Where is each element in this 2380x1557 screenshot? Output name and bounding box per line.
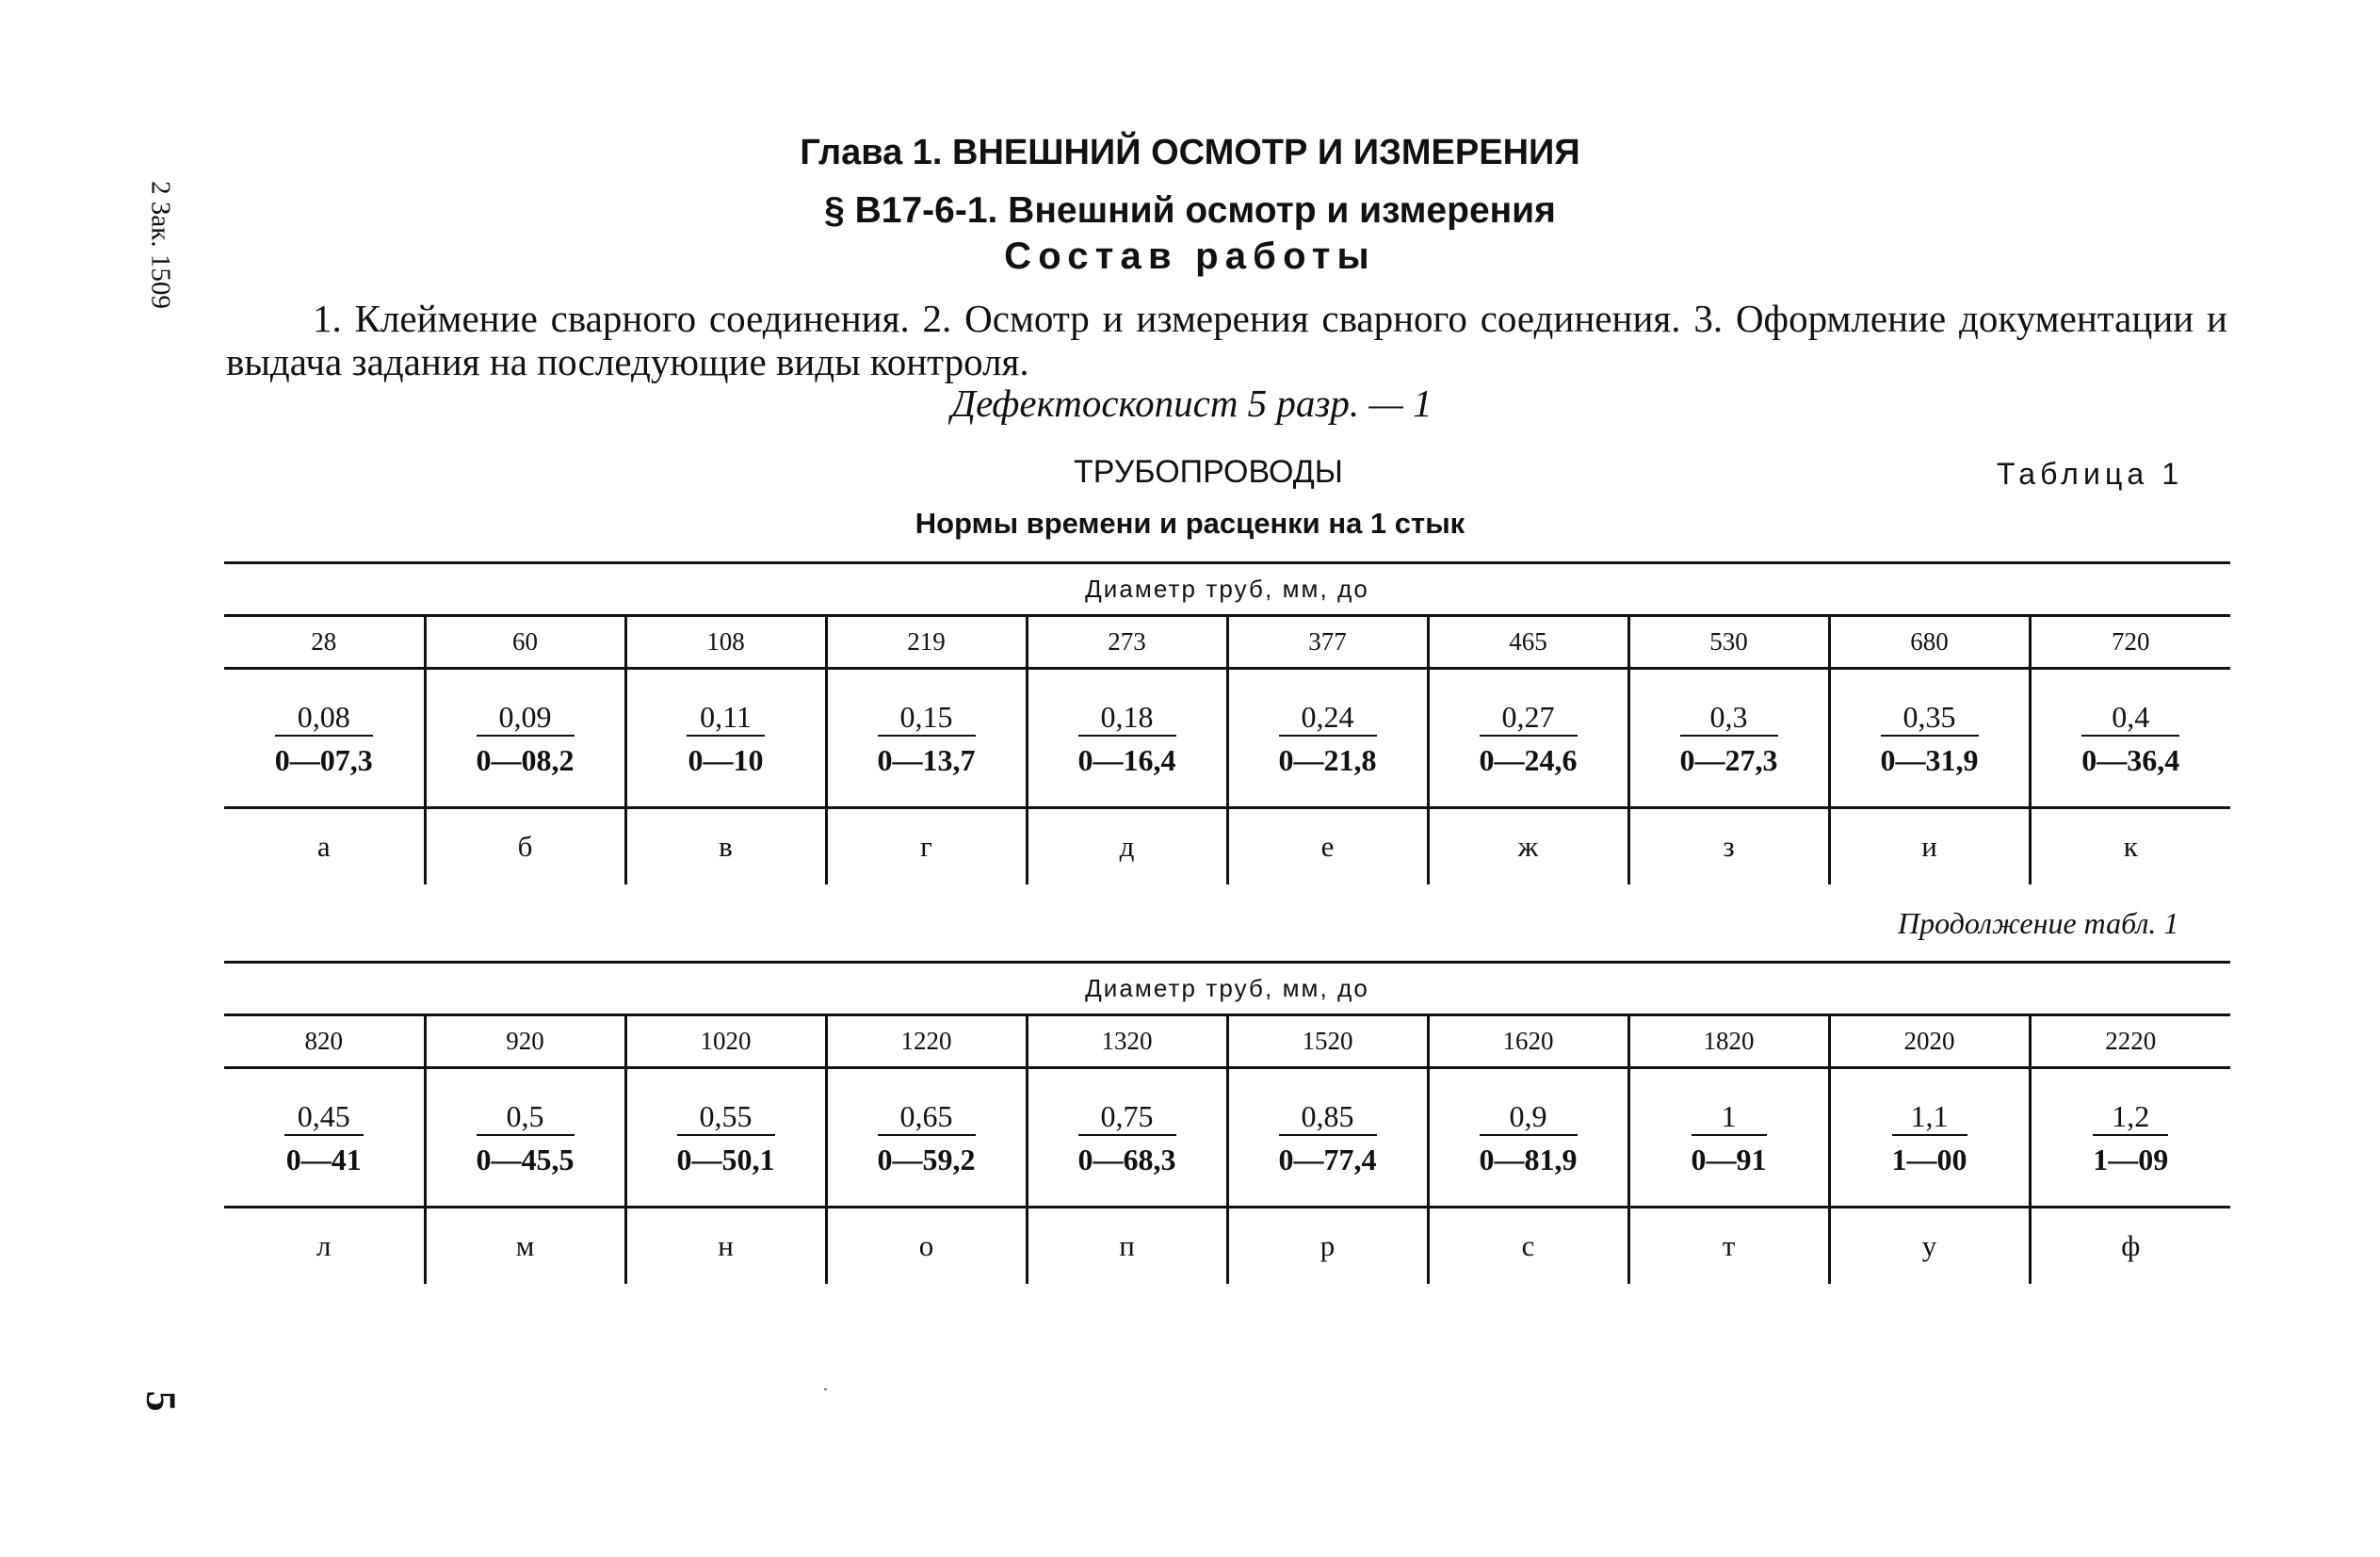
time-norm: 0,4 <box>2081 702 2179 737</box>
time-norm: 0,5 <box>477 1101 575 1136</box>
diameter-cell: 108 <box>625 616 826 669</box>
time-norm: 0,45 <box>284 1101 364 1136</box>
diameter-cell: 820 <box>224 1015 425 1068</box>
diameter-cell: 1220 <box>826 1015 1027 1068</box>
norm-rate-cell <box>1227 1068 1428 1208</box>
diameter-cell: 920 <box>425 1015 625 1068</box>
norm-rate-fraction <box>1479 1098 1578 1176</box>
time-norm: 0,27 <box>1480 702 1578 737</box>
column-code: б <box>425 808 625 885</box>
section-name: ТРУБОПРОВОДЫ <box>1074 454 1343 490</box>
continuation-label: Продолжение табл. 1 <box>1898 906 2179 940</box>
time-norm: 0,24 <box>1279 702 1377 737</box>
rate: 0—10 <box>688 742 764 777</box>
time-norm: 0,15 <box>878 702 976 737</box>
norm-rate-cell <box>1227 669 1428 808</box>
margin-note-text: 2 Зак. 1509 <box>145 181 176 309</box>
norms-table <box>224 561 2230 884</box>
norm-rate-cell <box>826 1068 1027 1208</box>
norm-rate-fraction <box>877 699 976 777</box>
norm-rate-cell <box>1829 1068 2030 1208</box>
rate: 1—09 <box>2093 1142 2169 1176</box>
norm-rate-cell <box>826 669 1027 808</box>
column-code: в <box>625 808 826 885</box>
column-code: с <box>1428 1208 1628 1285</box>
time-norm: 1,2 <box>2093 1101 2168 1136</box>
diameter-cell: 219 <box>826 616 1027 669</box>
time-norm: 0,18 <box>1078 702 1176 737</box>
column-code: к <box>2030 808 2230 885</box>
norm-rate-fraction <box>274 699 373 777</box>
norm-rate-fraction <box>1278 699 1377 777</box>
time-norm: 0,65 <box>878 1101 976 1136</box>
norm-rate-fraction <box>476 699 575 777</box>
norm-rate-cell <box>1027 669 1227 808</box>
table-header: Диаметр труб, мм, до <box>224 963 2230 1015</box>
norm-rate-fraction <box>1479 699 1578 777</box>
norm-rate-cell <box>1027 1068 1227 1208</box>
norm-rate-cell <box>2030 669 2230 808</box>
time-norm: 0,35 <box>1881 702 1979 737</box>
column-code: д <box>1027 808 1227 885</box>
diameter-cell: 2220 <box>2030 1015 2230 1068</box>
time-norm: 1,1 <box>1892 1101 1967 1136</box>
rate: 0—59,2 <box>877 1142 976 1176</box>
column-code: н <box>625 1208 826 1285</box>
rate: 1—00 <box>1891 1142 1967 1176</box>
diameter-cell: 28 <box>224 616 425 669</box>
table-label: Таблица 1 <box>1997 457 2184 491</box>
time-norm: 0,55 <box>677 1101 775 1136</box>
norm-rate-fraction <box>1691 1098 1767 1176</box>
diameter-cell: 720 <box>2030 616 2230 669</box>
column-code: р <box>1227 1208 1428 1285</box>
diameter-cell: 1520 <box>1227 1015 1428 1068</box>
rate: 0—50,1 <box>676 1142 775 1176</box>
work-description: 1. Клеймение сварного соединения. 2. Осмотр и измерения сварного соединения. 3. Оформление документации и выдача задания на последующие виды контроля. <box>226 297 2227 383</box>
rate: 0—13,7 <box>877 742 976 777</box>
column-code: з <box>1628 808 1829 885</box>
norm-rate-fraction <box>1278 1098 1377 1176</box>
table-header: Диаметр труб, мм, до <box>224 563 2230 616</box>
rate: 0—27,3 <box>1679 742 1778 777</box>
worker-grade: Дефектоскопист 5 разр. — 1 <box>951 381 1433 425</box>
rate: 0—07,3 <box>274 742 373 777</box>
time-norm: 1 <box>1692 1101 1767 1136</box>
column-code: и <box>1829 808 2030 885</box>
norm-rate-fraction <box>1679 699 1778 777</box>
rate: 0—24,6 <box>1479 742 1578 777</box>
column-code: о <box>826 1208 1027 1285</box>
norm-rate-cell <box>425 1068 625 1208</box>
norm-rate-fraction <box>2093 1098 2169 1176</box>
norm-rate-fraction <box>877 1098 976 1176</box>
norm-rate-fraction <box>676 1098 775 1176</box>
rate: 0—36,4 <box>2081 742 2180 777</box>
column-code: у <box>1829 1208 2030 1285</box>
time-norm: 0,11 <box>687 702 765 737</box>
column-code: л <box>224 1208 425 1285</box>
rate: 0—81,9 <box>1479 1142 1578 1176</box>
diameter-cell: 680 <box>1829 616 2030 669</box>
norm-rate-fraction <box>1880 699 1979 777</box>
column-code: е <box>1227 808 1428 885</box>
norm-rate-cell <box>425 669 625 808</box>
column-code: г <box>826 808 1027 885</box>
norm-rate-fraction <box>476 1098 575 1176</box>
norm-rate-cell <box>1829 669 2030 808</box>
norm-rate-cell <box>1628 669 1829 808</box>
rate: 0—45,5 <box>476 1142 575 1176</box>
norm-rate-fraction <box>687 699 765 777</box>
page-number: 5 <box>138 1390 185 1412</box>
norm-rate-cell <box>224 1068 425 1208</box>
norm-rate-fraction <box>284 1098 364 1176</box>
work-heading: Состав работы <box>1004 235 1376 277</box>
rate: 0—21,8 <box>1278 742 1377 777</box>
norm-rate-fraction <box>1077 1098 1176 1176</box>
norm-rate-cell <box>625 1068 826 1208</box>
diameter-cell: 377 <box>1227 616 1428 669</box>
diameter-cell: 1820 <box>1628 1015 1829 1068</box>
time-norm: 0,08 <box>275 702 373 737</box>
column-code: ж <box>1428 808 1628 885</box>
norm-rate-cell <box>224 669 425 808</box>
diameter-cell: 1320 <box>1027 1015 1227 1068</box>
diameter-cell: 530 <box>1628 616 1829 669</box>
norm-rate-fraction <box>2081 699 2180 777</box>
norm-rate-fraction <box>1891 1098 1967 1176</box>
rate: 0—41 <box>285 1142 362 1176</box>
stray-mark <box>824 1388 827 1390</box>
time-norm: 0,9 <box>1480 1101 1578 1136</box>
rate: 0—31,9 <box>1880 742 1979 777</box>
time-norm: 0,3 <box>1680 702 1778 737</box>
time-norm: 0,75 <box>1078 1101 1176 1136</box>
column-code: а <box>224 808 425 885</box>
norm-rate-cell <box>1428 669 1628 808</box>
rate: 0—68,3 <box>1077 1142 1176 1176</box>
column-code: т <box>1628 1208 1829 1285</box>
norm-rate-fraction <box>1077 699 1176 777</box>
norm-rate-cell <box>2030 1068 2230 1208</box>
norm-rate-cell <box>1628 1068 1829 1208</box>
norms-table-continued <box>224 961 2230 1284</box>
norm-rate-cell <box>625 669 826 808</box>
column-code: ф <box>2030 1208 2230 1285</box>
chapter-title: Глава 1. ВНЕШНИЙ ОСМОТР И ИЗМЕРЕНИЯ <box>800 133 1580 172</box>
diameter-cell: 1620 <box>1428 1015 1628 1068</box>
table-caption: Нормы времени и расценки на 1 стык <box>915 507 1465 540</box>
rate: 0—08,2 <box>476 742 575 777</box>
diameter-cell: 60 <box>425 616 625 669</box>
section-title: § В17-6-1. Внешний осмотр и измерения <box>824 190 1556 231</box>
rate: 0—91 <box>1691 1142 1767 1176</box>
diameter-cell: 1020 <box>625 1015 826 1068</box>
rate: 0—77,4 <box>1278 1142 1377 1176</box>
diameter-cell: 465 <box>1428 616 1628 669</box>
diameter-cell: 273 <box>1027 616 1227 669</box>
time-norm: 0,85 <box>1279 1101 1377 1136</box>
norm-rate-cell <box>1428 1068 1628 1208</box>
column-code: м <box>425 1208 625 1285</box>
rate: 0—16,4 <box>1077 742 1176 777</box>
column-code: п <box>1027 1208 1227 1285</box>
time-norm: 0,09 <box>477 702 575 737</box>
diameter-cell: 2020 <box>1829 1015 2030 1068</box>
